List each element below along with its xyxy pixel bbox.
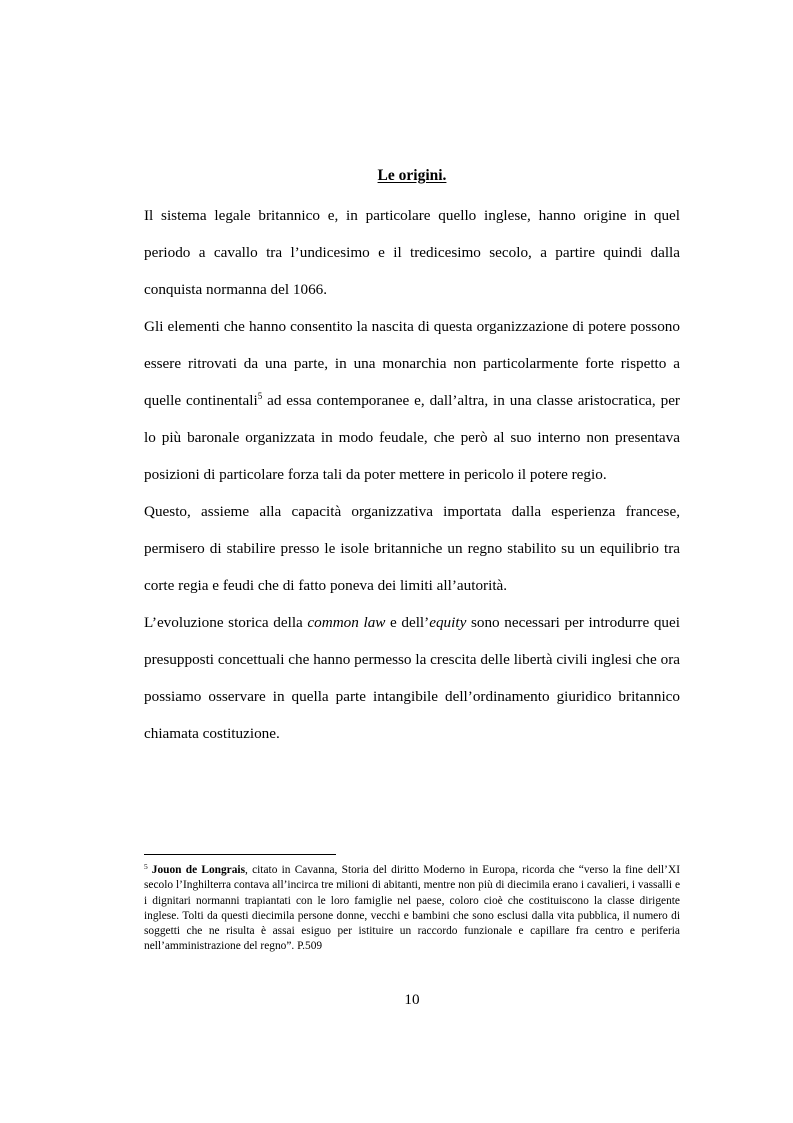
paragraph-3 bbox=[144, 493, 680, 604]
paragraph-1-text: Il sistema legale britannico e, in particolare quello inglese, hanno origine in quel periodo a cavallo tra l’undicesimo e il tredicesimo secolo, a partire quindi dalla conquista normanna del 1066. bbox=[144, 207, 680, 298]
paragraph-2-text-before: Gli elementi che hanno consentito la nascita di questa organizzazione di potere possono essere ritrovati da una parte, in una monarchia non particolarmente forte rispetto a quelle continentali bbox=[144, 318, 680, 409]
paragraph-1 bbox=[144, 197, 680, 308]
paragraph-4 bbox=[144, 604, 680, 752]
footnote-text: , citato in Cavanna, Storia del diritto Moderno in Europa, ricorda che “verso la fine dell’XI secolo l’Inghilterra contava all’incirca tre milioni di abitanti, mentre non più di diecimila erano i cavalieri, i vassalli e i dignitari normanni trapiantati con le loro famiglie nel paese, coloro cioè che costituiscono la classe dirigente inglese. Tolti da questi diecimila persone donne, vecchi e bambini che sono esclusi dalla vita pubblica, il numero di soggetti che ne risulta è assai esiguo per istituire un raccordo funzionale e capillare fra centro e periferia nell’amministrazione del regno”. P.509 bbox=[144, 864, 680, 953]
footnote-separator bbox=[144, 854, 336, 855]
section-heading: Le origini. bbox=[377, 167, 447, 184]
equity-term: equity bbox=[429, 614, 467, 631]
paragraph-3-text: Questo, assieme alla capacità organizzativa importata dalla esperienza francese, permisero di stabilire presso le isole britanniche un regno stabilito su un equilibrio tra corte regia e feudi che di fatto poneva dei limiti all’autorità. bbox=[144, 503, 680, 594]
paragraph-2-text-after: ad essa contemporanee e, dall’altra, in una classe aristocratica, per lo più baronale organizzata in modo feudale, che però al suo interno non presentava posizioni di particolare forza tali da poter mettere in pericolo il potere regio. bbox=[144, 392, 680, 483]
footnote bbox=[144, 863, 680, 955]
page-number: 10 bbox=[404, 991, 420, 1008]
paragraph-4-text-2: e dell’ bbox=[385, 614, 430, 631]
body-text bbox=[144, 197, 680, 752]
paragraph-4-text-1: L’evoluzione storica della bbox=[144, 614, 308, 631]
footnote-author: Jouon de Longrais bbox=[151, 864, 246, 876]
paragraph-4-text-3: sono necessari per introdurre quei presupposti concettuali che hanno permesso la crescita delle libertà civili inglesi che ora possiamo osservare in quella parte intangibile dell’ordinamento giuridico britannico chiamata costituzione. bbox=[144, 614, 680, 742]
footnote-reference[interactable]: 5 bbox=[257, 391, 263, 401]
footnote-number: 5 bbox=[144, 862, 148, 871]
paragraph-2 bbox=[144, 308, 680, 493]
common-law-term: common law bbox=[307, 614, 386, 631]
